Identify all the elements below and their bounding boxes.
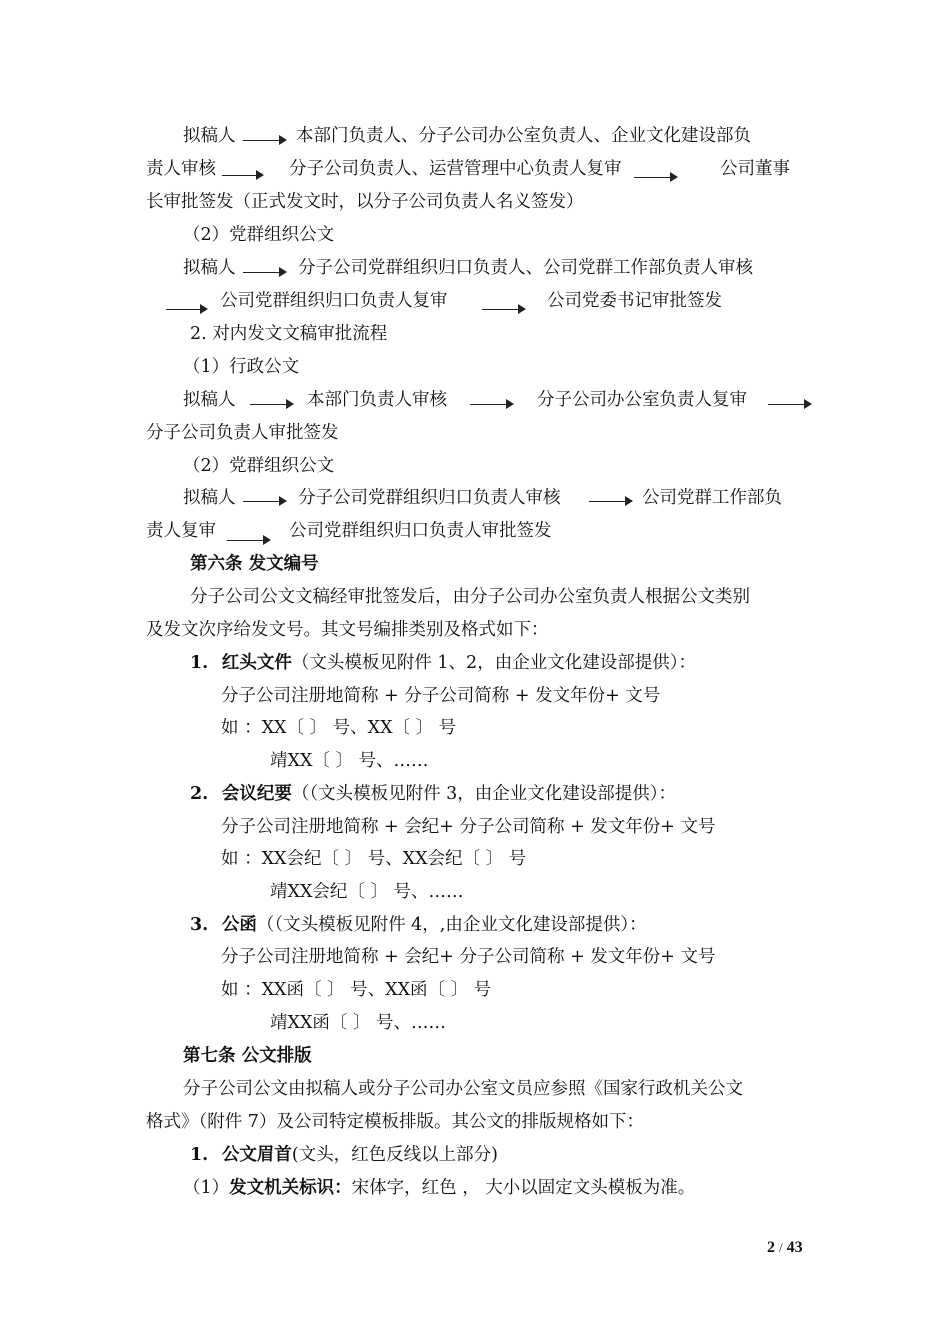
article-title: 第六条 发文编号 [190,554,319,574]
sub-heading: （1）行政公文 [183,357,300,377]
paragraph: 分子公司公文文稿经审批签发后，由分子公司办公室负责人根据公文类别 [190,587,750,607]
flow-step-chairman-cont: 长审批签发（正式发文时，以分子公司负责人名义签发） [146,192,584,212]
flow-arrow-icon [482,309,524,310]
flow-step-drafter: 拟稿人 [183,126,236,146]
flow-step-drafter: 拟稿人 [183,390,236,410]
page-number [767,1239,803,1257]
format-line: 分子公司注册地简称 + 会纪+ 分子公司简称 + 发文年份+ 文号 [221,817,716,837]
list-text: 宋体字，红色 ， 大小以固定文头模板为准。 [351,1178,696,1198]
flow-arrow-icon [227,540,269,541]
flow-step-recheck: 公司党群组织归口负责人复审 [220,291,448,311]
example-line: 靖XX函〔 〕 号、…… [270,1013,447,1033]
flow-step-dept-review-cont: 责人审核 [146,159,216,179]
flow-arrow-icon [243,501,285,502]
sub-heading: （2）党群组织公文 [183,456,335,476]
flow-step-recheck: 分子公司负责人、运营管理中心负责人复审 [289,159,622,179]
list-title: 会议纪要 [221,784,292,804]
list-title: 发文机关标识： [229,1178,352,1198]
flow-arrow-icon [589,501,631,502]
list-item [190,914,647,936]
current-page: 2 [767,1239,775,1256]
paragraph: 分子公司公文由拟稿人或分子公司办公室文员应参照《国家行政机关公文 [183,1079,743,1099]
paragraph: 及发文次序给发文号。其文号编排类别及格式如下： [146,620,549,640]
flow-step-dept-review: 本部门负责人、分子公司办公室负责人、企业文化建设部负 [296,126,751,146]
format-line: 分子公司注册地简称 + 分子公司简称 + 发文年份+ 文号 [221,686,661,706]
list-title: 红头文件 [221,653,292,673]
list-number: 3. [190,915,209,935]
list-title: 公函 [221,915,257,935]
list-item [183,1177,695,1199]
list-number: 1. [190,653,209,673]
example-line: 如 ：XX〔 〕 号、XX〔 〕 号 [221,718,457,738]
list-text: （（文头模板见附件 3，由企业文化建设部提供）： [291,784,677,804]
flow-arrow-icon [243,272,285,273]
list-number: 2. [190,784,209,804]
example-line: 如 ：XX函〔 〕 号、XX函〔 〕 号 [221,980,492,1000]
list-item [190,1144,498,1166]
flow-step-drafter: 拟稿人 [183,488,236,508]
article-title: 第七条 公文排版 [183,1046,312,1066]
list-title: 公文眉首 [221,1145,292,1165]
example-line: 靖XX〔 〕 号、…… [270,751,429,771]
flow-step-sign: 公司党群组织归口负责人审批签发 [289,521,552,541]
flow-step-sign: 公司党委书记审批签发 [547,291,722,311]
flow-step-review: 分子公司党群组织归口负责人审核 [298,488,561,508]
flow-step-chairman: 公司董事 [720,159,790,179]
flow-step-drafter: 拟稿人 [183,258,236,278]
flow-step-dept-review: 本部门负责人审核 [307,390,447,410]
list-item [190,783,676,805]
example-line: 靖XX会纪〔 〕 号、…… [270,882,464,902]
flow-arrow-icon [634,177,676,178]
sub-heading: （2）党群组织公文 [183,225,335,245]
flow-step-recheck: 公司党群工作部负 [642,488,782,508]
flow-arrow-icon [243,140,285,141]
flow-step-recheck-cont: 责人复审 [146,521,216,541]
flow-arrow-icon [222,175,262,176]
page-separator: / [779,1240,783,1255]
list-number: 1. [190,1145,209,1165]
flow-step-sign: 分子公司负责人审批签发 [146,423,339,443]
example-line: 如 ：XX会纪〔 〕 号、XX会纪〔 〕 号 [221,849,527,869]
list-item [190,652,696,674]
list-text: （文头模板见附件 1、2，由企业文化建设部提供）： [291,653,696,673]
paragraph: 格式》（附件 7）及公司特定模板排版。其公文的排版规格如下： [146,1112,644,1132]
flow-arrow-icon [768,404,810,405]
list-text: （（文头模板见附件 4，,由企业文化建设部提供）： [256,915,647,935]
flow-arrow-icon [250,404,292,405]
list-number: （1） [183,1178,230,1198]
flow-step-office-recheck: 分子公司办公室负责人复审 [537,390,747,410]
section-heading: 2. 对内发文文稿审批流程 [190,324,388,344]
format-line: 分子公司注册地简称 + 会纪+ 分子公司简称 + 发文年份+ 文号 [221,947,716,967]
list-text: (文头，红色反线以上部分) [291,1145,499,1165]
flow-step-review: 分子公司党群组织归口负责人、公司党群工作部负责人审核 [298,258,753,278]
flow-arrow-icon [470,404,512,405]
total-pages: 43 [786,1239,803,1256]
flow-arrow-icon [166,309,206,310]
